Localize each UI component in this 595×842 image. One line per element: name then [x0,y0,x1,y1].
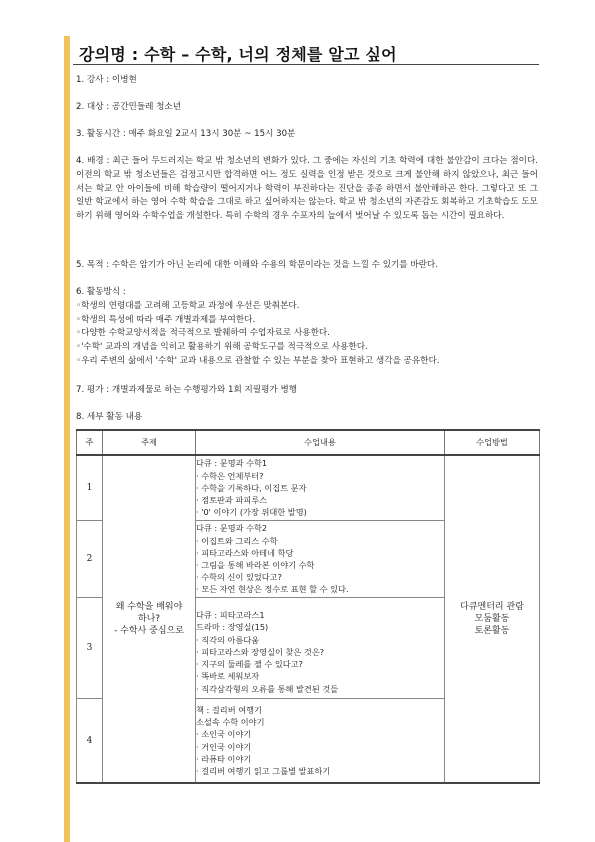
title-divider [73,64,539,65]
content-line: 다큐 : 문명과 수학1 [196,458,268,469]
method-label: 6. 활동방식 : [76,287,126,297]
week-number: 3 [77,598,103,699]
evaluation-line: 7. 평가 : 개별과제물로 하는 수행평가와 1회 지필평가 병행 [76,385,298,395]
method-item: ◦다양한 수학교양서적을 적극적으로 발췌하여 수업자료로 사용한다. [76,328,330,339]
content-line: · 직각삼각형의 오류를 통해 발견된 것들 [196,683,339,694]
background-label: 4. 배경 : [76,156,113,166]
method-item: ◦우리 주변의 삶에서 '수학' 교과 내용으로 관찰할 수 있는 부분을 찾아 표현하고 생각을 공유한다. [76,355,440,366]
content-spacer [196,601,444,609]
header-content: 수업내용 [196,430,445,455]
header-week: 주 [77,430,103,455]
purpose-line: 5. 목적 : 수학은 암기가 아닌 논리에 대한 이해와 수용의 학문이라는 것을 느낄 수 있기를 바란다. [76,260,438,270]
time-line: 3. 활동시간 : 매주 화요일 2교시 13시 30분 ~ 15시 30분 [76,129,296,139]
schedule-table [76,429,540,784]
week-number: 2 [77,521,103,598]
topic-line: 왜 수학을 배워야 [115,602,183,612]
content-line: 책 : 걸리버 여행기 [196,704,262,715]
method-list [76,300,538,369]
content-line: · 직각의 아름다움 [196,634,260,645]
topic-cell [103,455,196,783]
content-line: · 피타고라스와 장영실이 찾은 것은? [196,646,325,657]
content-line: 드라마 : 장영실(15) [196,622,269,633]
background-section [76,155,538,224]
topic-line: 하나? [137,614,161,624]
content-line: 다큐 : 문명과 수학2 [196,523,268,534]
content-line: · '0' 이야기 (가장 위대한 발명) [196,507,307,518]
method-section [76,286,538,369]
content-line: · 모든 자연 현상은 정수로 표현 할 수 있다. [196,584,349,595]
method-line: 모둠활동 [474,614,510,624]
content-line: 다큐 : 피타고라스1 [196,610,265,621]
content-cell [196,598,445,699]
content-line: 소설속 수학 이야기 [196,717,265,728]
background-text: 최근 들어 두드러지는 학교 밖 청소년의 변화가 있다. 그 중에는 자신의 기초 학력에 대한 불안감이 크다는 점이다. 이전의 학교 밖 청소년들은 검정고시만 합격하면 어느 정도 실력을 인정 받은 것으로 크게 불안해 하지 않았으나, 최근 들어서는 학교 안 아이들에 비해 학습량이 떨어지거나 학력이 부진하다는 진단을 종종 하면서 불안해하곤 한다. 그렇다고 또 그 일반 학교에서 하는 영어 수학 학습을 그대로 하고 싶어하지는 않는다. 학교 밖 청소년의 자존감도 회복하고 기초학습도 도모하기 위해 영어와 수학수업을 개설한다. 특히 수학의 경우 수포자의 늪에서 벗어날 수 있도록 돕는 시간이 필요하다. [76,156,538,222]
content-line: · 똑바로 세워보자 [196,671,260,682]
content-line: · 지구의 둘레를 잴 수 있다고? [196,659,303,670]
table-row [77,455,540,521]
method-cell [445,455,540,783]
content-line: · 수학을 기록하다, 이집트 문자 [196,482,307,493]
content-line: · 점토판과 파피루스 [196,495,268,506]
method-item: ◦'수학' 교과의 개념을 익히고 활용하기 위해 공학도구를 적극적으로 사용한다. [76,342,368,353]
content-line: · 라퓨타 이야기 [196,753,252,764]
content-line: · 이집트와 그리스 수학 [196,535,278,546]
instructor-line: 1. 강사 : 이병현 [76,75,137,85]
content-cell [196,699,445,784]
method-line: 토론활동 [474,626,510,636]
content-line: · 수학은 언제부터? [196,470,264,481]
method-item: ◦학생의 특성에 따라 매주 개별과제를 부여한다. [76,314,256,325]
week-number: 4 [77,699,103,784]
header-topic: 주제 [103,430,196,455]
content-cell [196,455,445,521]
detail-title: 8. 세부 활동 내용 [76,412,143,422]
method-line: 다큐멘터리 관람 [460,602,524,612]
page-title: 강의명 : 수학 – 수학, 너의 정체를 알고 싶어 [79,45,397,64]
target-line: 2. 대상 : 공간민들레 청소년 [76,102,182,112]
accent-bar [64,36,70,842]
content-line: · 피타고라스와 아테네 학당 [196,547,294,558]
content-line: · 그림을 통해 바라본 이야기 수학 [196,560,315,570]
table-header-row [77,430,540,455]
week-number: 1 [77,455,103,521]
content-line: · 걸리버 여행기 읽고 그룹별 발표하기 [196,765,331,776]
content-cell [196,521,445,598]
content-line: · 소인국 이야기 [196,729,252,740]
header-method: 수업방법 [445,430,540,455]
method-item: ◦학생의 연령대를 고려해 고등학교 과정에 우선은 맞춰본다. [76,300,300,311]
topic-line: - 수학사 중심으로 [114,626,184,636]
content-line: · 거인국 이야기 [196,741,252,752]
content-line: · 수학의 신이 있었다고? [196,572,282,583]
